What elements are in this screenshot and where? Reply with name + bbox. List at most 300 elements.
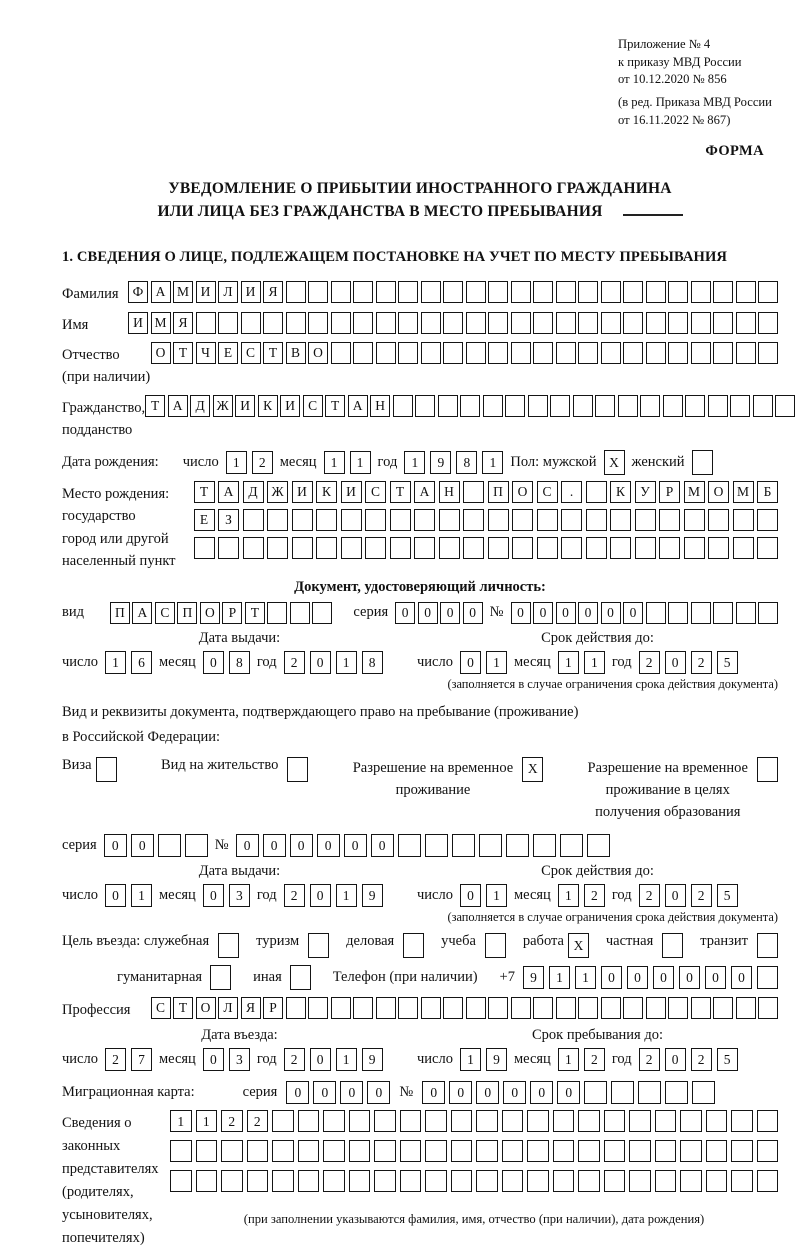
char-cell[interactable]: 1	[324, 451, 345, 474]
char-cell[interactable]: 0	[440, 602, 460, 624]
char-cell[interactable]: 0	[705, 966, 726, 989]
char-cell[interactable]: 2	[584, 1048, 605, 1071]
char-cell[interactable]	[286, 281, 306, 303]
char-cell[interactable]: А	[348, 395, 368, 417]
rep-cells-row3[interactable]	[170, 1170, 778, 1192]
char-cell[interactable]	[623, 281, 643, 303]
surname-cells[interactable]	[128, 281, 778, 303]
purpose-work-checkbox[interactable]	[568, 933, 589, 958]
char-cell[interactable]: 0	[203, 884, 224, 907]
char-cell[interactable]: X	[568, 933, 589, 958]
char-cell[interactable]	[753, 395, 773, 417]
char-cell[interactable]: И	[235, 395, 255, 417]
char-cell[interactable]: А	[168, 395, 188, 417]
stay-day-cells[interactable]	[460, 1048, 507, 1071]
char-cell[interactable]	[757, 537, 778, 559]
char-cell[interactable]: 1	[131, 884, 152, 907]
char-cell[interactable]	[323, 1170, 345, 1192]
rightdoc-series-cells[interactable]	[104, 834, 208, 857]
char-cell[interactable]	[374, 1140, 396, 1162]
char-cell[interactable]: 9	[486, 1048, 507, 1071]
char-cell[interactable]: Т	[173, 997, 193, 1019]
char-cell[interactable]	[659, 509, 680, 531]
char-cell[interactable]	[713, 602, 733, 624]
char-cell[interactable]	[341, 509, 362, 531]
char-cell[interactable]: С	[303, 395, 323, 417]
char-cell[interactable]: 0	[131, 834, 154, 857]
char-cell[interactable]	[511, 342, 531, 364]
char-cell[interactable]	[341, 537, 362, 559]
char-cell[interactable]: 0	[533, 602, 553, 624]
char-cell[interactable]	[610, 537, 631, 559]
char-cell[interactable]: 2	[691, 1048, 712, 1071]
char-cell[interactable]	[511, 312, 531, 334]
char-cell[interactable]: X	[604, 450, 625, 475]
char-cell[interactable]	[185, 834, 208, 857]
char-cell[interactable]	[684, 537, 705, 559]
char-cell[interactable]	[595, 395, 615, 417]
iddoc-issue-day-cells[interactable]	[105, 651, 152, 674]
char-cell[interactable]	[221, 1170, 243, 1192]
char-cell[interactable]	[537, 509, 558, 531]
iddoc-issue-year-cells[interactable]	[284, 651, 383, 674]
char-cell[interactable]: 0	[105, 884, 126, 907]
char-cell[interactable]	[218, 933, 239, 958]
char-cell[interactable]	[736, 997, 756, 1019]
char-cell[interactable]	[425, 834, 448, 857]
citizenship-cells[interactable]	[145, 395, 795, 417]
char-cell[interactable]	[556, 342, 576, 364]
char-cell[interactable]	[662, 933, 683, 958]
char-cell[interactable]	[443, 281, 463, 303]
char-cell[interactable]: О	[512, 481, 533, 503]
char-cell[interactable]	[502, 1140, 524, 1162]
char-cell[interactable]: Ж	[267, 481, 288, 503]
char-cell[interactable]	[308, 933, 329, 958]
char-cell[interactable]	[731, 1110, 753, 1132]
char-cell[interactable]: Ф	[128, 281, 148, 303]
char-cell[interactable]: 0	[310, 1048, 331, 1071]
char-cell[interactable]	[708, 395, 728, 417]
char-cell[interactable]	[218, 537, 239, 559]
char-cell[interactable]	[331, 312, 351, 334]
char-cell[interactable]	[331, 997, 351, 1019]
char-cell[interactable]: А	[218, 481, 239, 503]
char-cell[interactable]	[298, 1110, 320, 1132]
char-cell[interactable]	[668, 342, 688, 364]
char-cell[interactable]	[421, 342, 441, 364]
char-cell[interactable]	[439, 509, 460, 531]
char-cell[interactable]: С	[537, 481, 558, 503]
stay-month-cells[interactable]	[558, 1048, 605, 1071]
char-cell[interactable]	[243, 537, 264, 559]
char-cell[interactable]	[685, 395, 705, 417]
char-cell[interactable]	[623, 312, 643, 334]
char-cell[interactable]: 0	[418, 602, 438, 624]
char-cell[interactable]	[398, 342, 418, 364]
char-cell[interactable]	[691, 997, 711, 1019]
char-cell[interactable]: 1	[170, 1110, 192, 1132]
rightdoc-number-cells[interactable]	[236, 834, 610, 857]
char-cell[interactable]	[210, 965, 231, 990]
char-cell[interactable]: 1	[575, 966, 596, 989]
purpose-business-checkbox[interactable]	[403, 933, 424, 958]
purpose-official-checkbox[interactable]	[218, 933, 239, 958]
char-cell[interactable]: Т	[173, 342, 193, 364]
iddoc-valid-year-cells[interactable]	[639, 651, 738, 674]
char-cell[interactable]	[736, 602, 756, 624]
char-cell[interactable]	[578, 281, 598, 303]
char-cell[interactable]	[398, 834, 421, 857]
char-cell[interactable]	[713, 312, 733, 334]
entry-year-cells[interactable]	[284, 1048, 383, 1071]
char-cell[interactable]	[400, 1140, 422, 1162]
char-cell[interactable]	[561, 537, 582, 559]
char-cell[interactable]: Б	[757, 481, 778, 503]
char-cell[interactable]	[553, 1170, 575, 1192]
char-cell[interactable]	[298, 1170, 320, 1192]
char-cell[interactable]: 2	[105, 1048, 126, 1071]
char-cell[interactable]: 1	[350, 451, 371, 474]
stay-year-cells[interactable]	[639, 1048, 738, 1071]
char-cell[interactable]	[708, 509, 729, 531]
char-cell[interactable]	[463, 481, 484, 503]
char-cell[interactable]	[400, 1170, 422, 1192]
purpose-transit-checkbox[interactable]	[757, 933, 778, 958]
char-cell[interactable]	[533, 342, 553, 364]
char-cell[interactable]	[586, 509, 607, 531]
char-cell[interactable]: Л	[218, 281, 238, 303]
char-cell[interactable]: 1	[336, 651, 357, 674]
char-cell[interactable]: Н	[439, 481, 460, 503]
char-cell[interactable]	[290, 602, 310, 624]
char-cell[interactable]: 9	[362, 1048, 383, 1071]
char-cell[interactable]	[560, 834, 583, 857]
char-cell[interactable]: 0	[665, 651, 686, 674]
char-cell[interactable]: Л	[218, 997, 238, 1019]
char-cell[interactable]	[298, 1140, 320, 1162]
char-cell[interactable]	[488, 509, 509, 531]
char-cell[interactable]	[376, 997, 396, 1019]
char-cell[interactable]	[527, 1140, 549, 1162]
char-cell[interactable]	[533, 834, 556, 857]
char-cell[interactable]	[390, 509, 411, 531]
char-cell[interactable]	[758, 997, 778, 1019]
char-cell[interactable]	[353, 281, 373, 303]
char-cell[interactable]: 0	[460, 884, 481, 907]
char-cell[interactable]	[376, 312, 396, 334]
char-cell[interactable]: 1	[226, 451, 247, 474]
char-cell[interactable]: 0	[653, 966, 674, 989]
char-cell[interactable]	[290, 965, 311, 990]
char-cell[interactable]	[460, 395, 480, 417]
char-cell[interactable]	[611, 1081, 634, 1104]
char-cell[interactable]: 0	[371, 834, 394, 857]
char-cell[interactable]	[312, 602, 332, 624]
char-cell[interactable]	[706, 1170, 728, 1192]
char-cell[interactable]	[757, 933, 778, 958]
char-cell[interactable]: Т	[145, 395, 165, 417]
temp-residence-checkbox[interactable]	[522, 757, 543, 782]
char-cell[interactable]: 2	[639, 884, 660, 907]
char-cell[interactable]	[604, 1140, 626, 1162]
char-cell[interactable]	[623, 342, 643, 364]
char-cell[interactable]	[668, 997, 688, 1019]
char-cell[interactable]	[196, 1170, 218, 1192]
char-cell[interactable]	[668, 281, 688, 303]
char-cell[interactable]	[757, 509, 778, 531]
char-cell[interactable]: 7	[131, 1048, 152, 1071]
char-cell[interactable]	[414, 537, 435, 559]
char-cell[interactable]: 2	[639, 1048, 660, 1071]
char-cell[interactable]	[425, 1170, 447, 1192]
char-cell[interactable]	[736, 281, 756, 303]
char-cell[interactable]: Я	[173, 312, 193, 334]
char-cell[interactable]	[713, 342, 733, 364]
char-cell[interactable]: 1	[558, 651, 579, 674]
char-cell[interactable]: 2	[691, 884, 712, 907]
char-cell[interactable]	[421, 281, 441, 303]
char-cell[interactable]	[610, 509, 631, 531]
rightdoc-issue-month-cells[interactable]	[203, 884, 250, 907]
char-cell[interactable]	[578, 342, 598, 364]
char-cell[interactable]: 1	[549, 966, 570, 989]
char-cell[interactable]: 1	[558, 884, 579, 907]
char-cell[interactable]: 0	[236, 834, 259, 857]
char-cell[interactable]: И	[196, 281, 216, 303]
doc-number-cells[interactable]	[511, 602, 779, 624]
char-cell[interactable]: 1	[482, 451, 503, 474]
char-cell[interactable]	[584, 1081, 607, 1104]
iddoc-valid-month-cells[interactable]	[558, 651, 605, 674]
char-cell[interactable]	[349, 1170, 371, 1192]
char-cell[interactable]	[443, 997, 463, 1019]
char-cell[interactable]: 1	[558, 1048, 579, 1071]
char-cell[interactable]: 2	[284, 1048, 305, 1071]
char-cell[interactable]	[604, 1110, 626, 1132]
char-cell[interactable]	[365, 537, 386, 559]
char-cell[interactable]	[466, 342, 486, 364]
char-cell[interactable]: 2	[252, 451, 273, 474]
entry-day-cells[interactable]	[105, 1048, 152, 1071]
char-cell[interactable]	[587, 834, 610, 857]
char-cell[interactable]: 9	[430, 451, 451, 474]
char-cell[interactable]: Н	[370, 395, 390, 417]
char-cell[interactable]	[512, 537, 533, 559]
char-cell[interactable]	[533, 281, 553, 303]
char-cell[interactable]: 1	[336, 884, 357, 907]
char-cell[interactable]: Я	[241, 997, 261, 1019]
char-cell[interactable]	[736, 342, 756, 364]
char-cell[interactable]: М	[733, 481, 754, 503]
char-cell[interactable]: У	[635, 481, 656, 503]
char-cell[interactable]	[488, 537, 509, 559]
char-cell[interactable]	[272, 1110, 294, 1132]
char-cell[interactable]: 2	[639, 651, 660, 674]
char-cell[interactable]	[390, 537, 411, 559]
char-cell[interactable]	[353, 342, 373, 364]
char-cell[interactable]	[443, 312, 463, 334]
char-cell[interactable]: 2	[584, 884, 605, 907]
char-cell[interactable]: Е	[218, 342, 238, 364]
char-cell[interactable]: О	[308, 342, 328, 364]
iddoc-issue-month-cells[interactable]	[203, 651, 250, 674]
char-cell[interactable]: С	[241, 342, 261, 364]
char-cell[interactable]	[425, 1140, 447, 1162]
char-cell[interactable]: П	[488, 481, 509, 503]
char-cell[interactable]: 5	[717, 884, 738, 907]
char-cell[interactable]	[267, 602, 287, 624]
char-cell[interactable]: Я	[263, 281, 283, 303]
char-cell[interactable]: 0	[367, 1081, 390, 1104]
char-cell[interactable]	[629, 1140, 651, 1162]
char-cell[interactable]	[451, 1170, 473, 1192]
char-cell[interactable]	[731, 1140, 753, 1162]
char-cell[interactable]	[158, 834, 181, 857]
char-cell[interactable]	[505, 395, 525, 417]
char-cell[interactable]: Ж	[213, 395, 233, 417]
char-cell[interactable]	[578, 1110, 600, 1132]
profession-cells[interactable]	[151, 997, 779, 1019]
char-cell[interactable]	[466, 997, 486, 1019]
char-cell[interactable]	[708, 537, 729, 559]
char-cell[interactable]: 0	[460, 651, 481, 674]
purpose-other-checkbox[interactable]	[290, 965, 311, 990]
char-cell[interactable]	[527, 1110, 549, 1132]
char-cell[interactable]	[331, 342, 351, 364]
char-cell[interactable]: 0	[317, 834, 340, 857]
char-cell[interactable]: А	[414, 481, 435, 503]
char-cell[interactable]: 0	[511, 602, 531, 624]
char-cell[interactable]	[414, 509, 435, 531]
migcard-number-cells[interactable]	[422, 1081, 715, 1104]
birth-month-cells[interactable]	[324, 451, 371, 474]
char-cell[interactable]	[663, 395, 683, 417]
char-cell[interactable]: О	[200, 602, 220, 624]
char-cell[interactable]	[713, 281, 733, 303]
rightdoc-valid-day-cells[interactable]	[460, 884, 507, 907]
char-cell[interactable]: З	[218, 509, 239, 531]
char-cell[interactable]	[400, 1110, 422, 1132]
char-cell[interactable]	[640, 395, 660, 417]
char-cell[interactable]: .	[561, 481, 582, 503]
char-cell[interactable]	[241, 312, 261, 334]
char-cell[interactable]: М	[151, 312, 171, 334]
char-cell[interactable]	[646, 997, 666, 1019]
char-cell[interactable]: X	[522, 757, 543, 782]
char-cell[interactable]: 0	[731, 966, 752, 989]
char-cell[interactable]	[485, 933, 506, 958]
char-cell[interactable]	[758, 602, 778, 624]
char-cell[interactable]	[196, 1140, 218, 1162]
char-cell[interactable]: 2	[284, 884, 305, 907]
char-cell[interactable]: М	[684, 481, 705, 503]
char-cell[interactable]: 0	[601, 966, 622, 989]
char-cell[interactable]	[463, 537, 484, 559]
rightdoc-issue-year-cells[interactable]	[284, 884, 383, 907]
char-cell[interactable]	[706, 1110, 728, 1132]
char-cell[interactable]	[421, 312, 441, 334]
char-cell[interactable]	[655, 1170, 677, 1192]
char-cell[interactable]	[646, 342, 666, 364]
rightdoc-issue-day-cells[interactable]	[105, 884, 152, 907]
char-cell[interactable]: 3	[229, 1048, 250, 1071]
char-cell[interactable]	[578, 1170, 600, 1192]
char-cell[interactable]	[655, 1140, 677, 1162]
temp-residence-edu-checkbox[interactable]	[757, 757, 778, 782]
char-cell[interactable]	[218, 312, 238, 334]
rep-cells-row2[interactable]	[170, 1140, 778, 1162]
char-cell[interactable]: С	[155, 602, 175, 624]
char-cell[interactable]	[421, 997, 441, 1019]
char-cell[interactable]	[292, 509, 313, 531]
char-cell[interactable]	[556, 281, 576, 303]
char-cell[interactable]	[511, 997, 531, 1019]
char-cell[interactable]	[511, 281, 531, 303]
char-cell[interactable]	[476, 1140, 498, 1162]
char-cell[interactable]: 3	[229, 884, 250, 907]
char-cell[interactable]: Д	[190, 395, 210, 417]
char-cell[interactable]	[668, 312, 688, 334]
char-cell[interactable]	[506, 834, 529, 857]
sex-female-checkbox[interactable]	[692, 450, 713, 475]
char-cell[interactable]: Т	[263, 342, 283, 364]
char-cell[interactable]	[353, 312, 373, 334]
char-cell[interactable]	[267, 537, 288, 559]
char-cell[interactable]: М	[173, 281, 193, 303]
char-cell[interactable]: 1	[404, 451, 425, 474]
char-cell[interactable]	[263, 312, 283, 334]
sex-male-checkbox[interactable]	[604, 450, 625, 475]
char-cell[interactable]	[393, 395, 413, 417]
char-cell[interactable]	[556, 312, 576, 334]
char-cell[interactable]	[528, 395, 548, 417]
char-cell[interactable]	[646, 312, 666, 334]
char-cell[interactable]	[733, 537, 754, 559]
char-cell[interactable]: 1	[196, 1110, 218, 1132]
char-cell[interactable]: 8	[362, 651, 383, 674]
char-cell[interactable]: 2	[284, 651, 305, 674]
char-cell[interactable]: Р	[659, 481, 680, 503]
char-cell[interactable]: 8	[456, 451, 477, 474]
char-cell[interactable]	[604, 1170, 626, 1192]
char-cell[interactable]	[527, 1170, 549, 1192]
char-cell[interactable]	[316, 537, 337, 559]
char-cell[interactable]	[398, 997, 418, 1019]
char-cell[interactable]	[323, 1140, 345, 1162]
char-cell[interactable]: И	[128, 312, 148, 334]
char-cell[interactable]: 0	[290, 834, 313, 857]
char-cell[interactable]	[439, 537, 460, 559]
char-cell[interactable]	[655, 1110, 677, 1132]
char-cell[interactable]: В	[286, 342, 306, 364]
char-cell[interactable]	[353, 997, 373, 1019]
char-cell[interactable]	[96, 757, 117, 782]
char-cell[interactable]	[247, 1170, 269, 1192]
visa-checkbox[interactable]	[96, 757, 117, 782]
char-cell[interactable]	[488, 312, 508, 334]
char-cell[interactable]: П	[177, 602, 197, 624]
birthplace-cells-row2[interactable]	[194, 509, 779, 531]
char-cell[interactable]	[757, 757, 778, 782]
char-cell[interactable]	[635, 537, 656, 559]
char-cell[interactable]	[758, 312, 778, 334]
char-cell[interactable]	[553, 1110, 575, 1132]
rep-cells-row1[interactable]	[170, 1110, 778, 1132]
char-cell[interactable]	[578, 1140, 600, 1162]
char-cell[interactable]: А	[151, 281, 171, 303]
char-cell[interactable]	[757, 1140, 779, 1162]
